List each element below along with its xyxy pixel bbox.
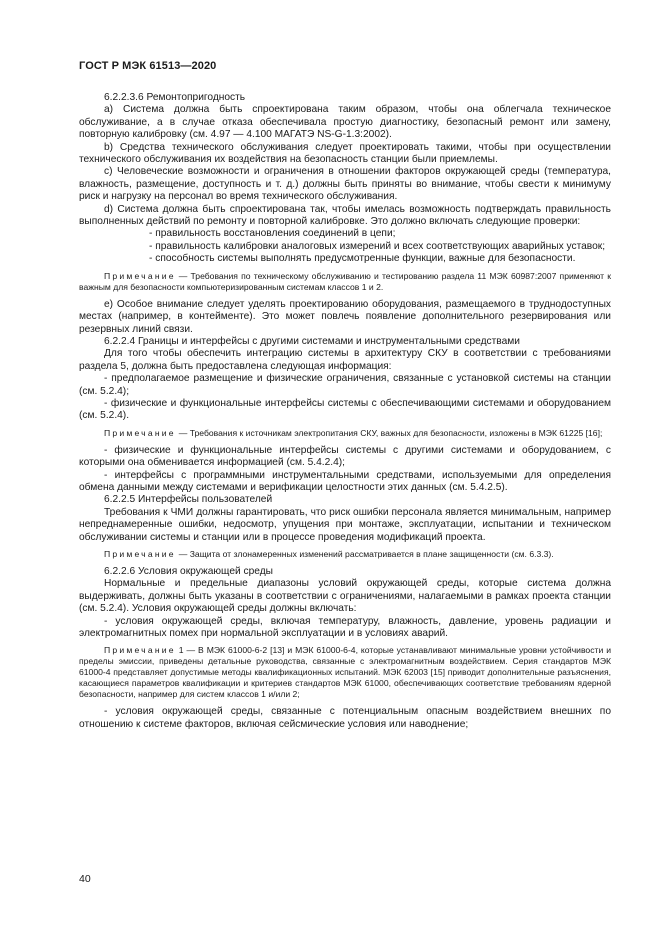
- page-number: 40: [79, 873, 91, 885]
- note-label: Примечание: [104, 427, 176, 438]
- list-item: - условия окружающей среды, связанные с потенциальным опасным воздействием внешних по отношению к системе факторов, включая сейсмические условия или наводнение;: [79, 706, 611, 730]
- item-c: c) Человеческие возможности и ограничения в отношении факторов окружающей среды (температура, влажность, размещение, доступность и т. д.) должны быть приняты во внимание, чтобы свести к минимуму риск и нагрузку на персонал во время технического обслуживания.: [79, 166, 611, 203]
- section-heading-6-2-2-5: 6.2.2.5 Интерфейсы пользователей: [104, 494, 273, 506]
- item-a: a) Система должна быть спроектирована таким образом, чтобы она облегчала техническое обслуживание, а в случае отказа обеспечивала простую диагностику, безопасный ремонт или замену, повторную калибровку (см. 4.97 — 4.100 МАГАТЭ NS-G-1.3:2002).: [79, 104, 611, 141]
- note: [79, 271, 611, 293]
- note-label: Примечание: [104, 549, 176, 559]
- note-text: — Требования к источникам электропитания СКУ, важных для безопасности, изложены в МЭК 61225 [16];: [178, 427, 603, 438]
- list-item: - интерфейсы с программными инструментальными средствами, используемыми для определения обмена данными между системами и верификации целостности этих данных (см. 5.4.2.5).: [79, 469, 611, 493]
- note: [79, 645, 611, 700]
- document-body: [79, 92, 611, 731]
- paragraph: Требования к ЧМИ должны гарантировать, что риск ошибки персонала является минимальным, например непреднамеренные ошибки, недосмотр, упущения при монтаже, эксплуатации, испытании и техническом обслуживании системы и станции или в процессе проведения модификаций проекта.: [79, 506, 611, 543]
- list-item: - физические и функциональные интерфейсы системы с обеспечивающими системами и оборудованием (см. 5.2.4).: [79, 397, 611, 422]
- note: [79, 428, 611, 439]
- list-item: - физические и функциональные интерфейсы системы с другими системами и оборудованием, с которыми она обменивается информацией (см. 5.4.2.4);: [79, 444, 611, 469]
- item-d: d) Система должна быть спроектирована так, чтобы имелась возможность подтверждать правильность выполненных действий по ремонту и повторной калибровке. Это должно включать следующие проверки:: [79, 203, 611, 228]
- list-item: - правильность калибровки аналоговых измерений и всех соответствующих аварийных уставок;: [149, 240, 606, 252]
- item-e: e) Особое внимание следует уделять проектированию оборудования, размещаемого в труднодоступных местах (например, в контейменте). Это может повлечь появление дополнительного резервирования или резервных линий связи.: [79, 298, 611, 335]
- section-heading-6-2-2-3-6: 6.2.2.3.6 Ремонтопригодность: [104, 92, 246, 103]
- paragraph: Для того чтобы обеспечить интеграцию системы в архитектуру СКУ в соответствии с требованиями раздела 5, должна быть предоставлена следующая информация:: [79, 348, 611, 372]
- note-label: Примечание: [104, 270, 176, 281]
- section-heading-6-2-2-4: 6.2.2.4 Границы и интерфейсы с другими системами и инструментальными средствами: [104, 335, 520, 347]
- note-text: 1 — В МЭК 61000-6-2 [13] и МЭК 61000-6-4, которые устанавливают минимальные уровни устойчивости и пределы эмиссии, приведены детальные руководства, связанные с электромагнитным воздействием. Серия стандартов МЭК 61000-4 представляет допустимые методы квалификационных испытаний. МЭК 62003 [15] приводит дополнительные разъяснения, касающиеся параметров квалификации и критериев стандартов МЭК 61000, обеспечивающих соответствие требованиям ядерной безопасности, например для систем классов 1 и/или 2;: [79, 645, 611, 700]
- section-heading-6-2-2-6: 6.2.2.6 Условия окружающей среды: [104, 566, 273, 577]
- paragraph: Нормальные и предельные диапазоны условий окружающей среды, которые система должна выдерживать, должны быть указаны в соответствии с ограничениями, налагаемыми в рамках проекта станции (см. 5.2.4). Условия окружающей среды должны включать:: [79, 578, 611, 615]
- document-header: ГОСТ Р МЭК 61513—2020: [79, 60, 217, 72]
- item-b: b) Средства технического обслуживания следует проектировать такими, чтобы при осуществлении технического обслуживания их воздействия на безопасность станции были приемлемы.: [79, 141, 611, 166]
- note-text: — Защита от злонамеренных изменений рассматривается в плане защищенности (см. 6.3.3).: [178, 549, 554, 559]
- list-item: - условия окружающей среды, включая температуру, влажность, давление, уровень радиации и электромагнитных помех при нормальной эксплуатации и в условиях аварий.: [79, 615, 611, 640]
- list-item: - предполагаемое размещение и физические ограничения, связанные с установкой системы на станции (см. 5.2.4);: [79, 373, 611, 397]
- note: [79, 549, 611, 560]
- note-text: — Требования по техническому обслуживанию и тестированию раздела 11 МЭК 60987:2007 применяют к важным для безопасности компьютеризированным системам классов 1 и 2.: [79, 270, 611, 292]
- list-item: - правильность восстановления соединений в цепи;: [149, 228, 396, 240]
- note-label: Примечание: [104, 645, 176, 656]
- list-item: - способность системы выполнять предусмотренные функции, важные для безопасности.: [149, 253, 576, 265]
